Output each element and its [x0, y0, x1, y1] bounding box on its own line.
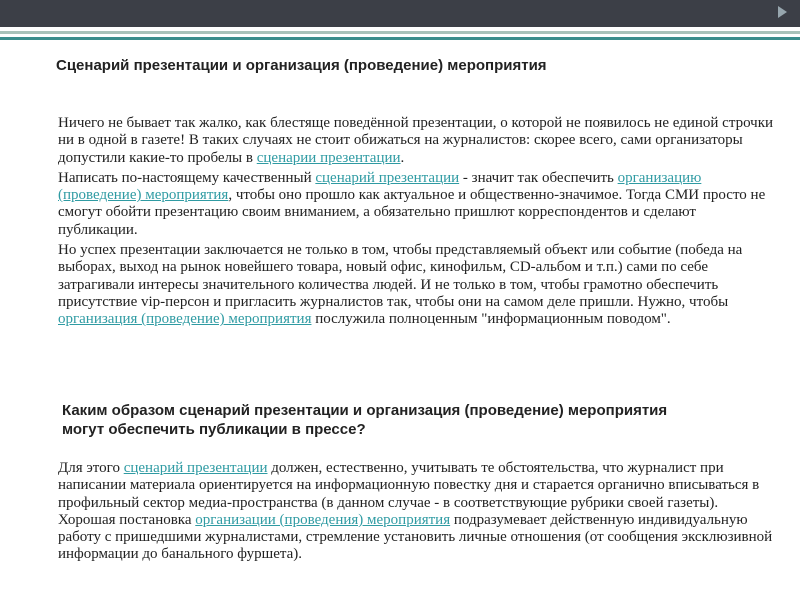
slide-title: Сценарий презентации и организация (проведение) мероприятия [56, 57, 547, 74]
play-triangle-icon [778, 6, 787, 18]
paragraph-3 [58, 242, 774, 328]
closing-text-block [58, 460, 774, 567]
paragraph-1 [58, 115, 774, 167]
link-event-organization[interactable]: организация (проведение) мероприятия [58, 311, 312, 328]
link-event-organization[interactable]: организацию (проведение) мероприятия [58, 169, 702, 204]
paragraph-text: - значит так обеспечить [459, 169, 618, 186]
decorative-stripe-teal [0, 37, 800, 40]
header-bar [0, 0, 800, 27]
paragraph-4 [58, 460, 774, 564]
paragraph-text: Написать по-настоящему качественный [58, 169, 316, 186]
link-event-organization[interactable]: организации (проведения) мероприятия [195, 511, 451, 528]
decorative-stripe-light [0, 31, 800, 34]
paragraph-text: подразумевает действенную индивидуальную работу с пришедшими журналистами, стремление установить личные отношения (от сообщения эксклюзивной информации до банального фуршета). [58, 511, 773, 563]
paragraph-text: Но успех презентации заключается не только в том, чтобы представляемый объект или событие (победа на выборах, выход на рынок новейшего товара, новый офис, кинофильм, CD-альбом и т.п.) сами по себе затрагивали интересы значительного количества людей. И не только в том, чтобы грамотно обеспечить присутствие vip-персон и пригласить журналистов так, чтобы они на самом деле пришли. Нужно, чтобы [58, 242, 743, 310]
paragraph-2 [58, 170, 774, 239]
paragraph-text: должен, естественно, учитывать те обстоятельства, что журналист при написании материала ориентируется на информационную повестку дня и старается органично вписываться в профильный сектор медиа-пространства (в данном случае - в соответствующие рубрики своей газеты). Хорошая постановка [58, 460, 760, 528]
paragraph-text: , чтобы оно прошло как актуальное и общественно-значимое. Тогда СМИ просто не смогут обойти презентацию своим вниманием, а обязательно пришлют корреспондентов и сделают публикации. [58, 187, 766, 238]
link-scenario-presentation[interactable]: сценарии презентации [256, 149, 401, 166]
link-scenario-presentation[interactable]: сценарий презентации [315, 169, 460, 186]
paragraph-text: Ничего не бывает так жалко, как блестяще поведённой презентации, о которой не появилось не единой строчки ни в одной в газете! В таких случаях не стоит обижаться на журналистов: скорее всего, сами организаторы допустили какие-то пробелы в [58, 115, 774, 166]
paragraph-text: послужила полноценным "информационным поводом". [311, 311, 671, 328]
intro-text-block [58, 115, 774, 332]
link-scenario-presentation[interactable]: сценарий презентации [123, 460, 268, 476]
paragraph-text: . [400, 149, 405, 166]
paragraph-text: Для этого [58, 460, 124, 476]
section-heading: Каким образом сценарий презентации и организация (проведение) мероприятия могут обеспечить публикации в прессе? [62, 402, 668, 438]
